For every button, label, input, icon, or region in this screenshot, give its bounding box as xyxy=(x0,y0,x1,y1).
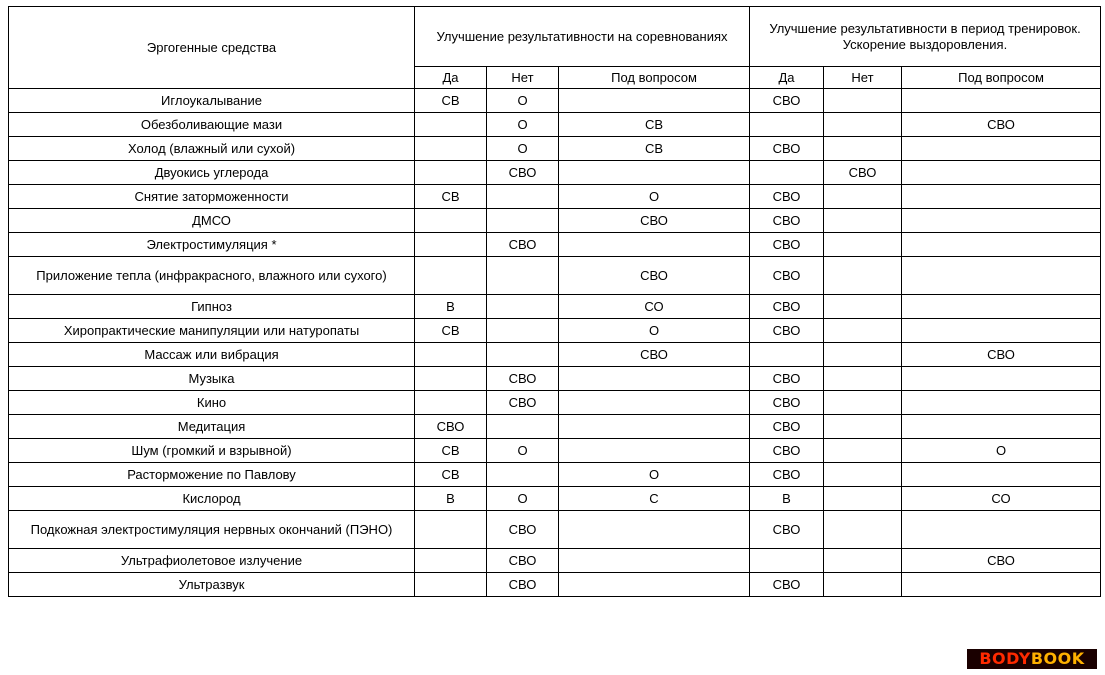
rating-cell: СВ xyxy=(559,113,750,137)
rating-cell xyxy=(902,257,1101,295)
rating-cell xyxy=(824,391,902,415)
rating-cell xyxy=(902,391,1101,415)
rating-cell: СВО xyxy=(750,295,824,319)
rating-cell xyxy=(415,257,487,295)
training-yes-header: Да xyxy=(750,67,824,89)
rating-cell xyxy=(824,319,902,343)
rating-cell: СВО xyxy=(750,185,824,209)
table-row xyxy=(9,415,1101,439)
rating-cell xyxy=(415,113,487,137)
table-row xyxy=(9,343,1101,367)
agent-name-cell: Массаж или вибрация xyxy=(9,343,415,367)
rating-cell xyxy=(750,161,824,185)
rating-cell: СВО xyxy=(487,367,559,391)
rating-cell: В xyxy=(750,487,824,511)
table-row xyxy=(9,233,1101,257)
rating-cell: СВО xyxy=(750,511,824,549)
rating-cell xyxy=(415,343,487,367)
rating-cell: СВО xyxy=(415,415,487,439)
rating-cell xyxy=(750,343,824,367)
rating-cell: СВО xyxy=(750,319,824,343)
rating-cell xyxy=(487,185,559,209)
rating-cell xyxy=(824,233,902,257)
agent-name-cell: Хиропрактические манипуляции или натуропаты xyxy=(9,319,415,343)
table-row xyxy=(9,209,1101,233)
agent-name-cell: Подкожная электростимуляция нервных окончаний (ПЭНО) xyxy=(9,511,415,549)
rating-cell xyxy=(559,549,750,573)
rating-cell xyxy=(824,573,902,597)
rating-cell: СВО xyxy=(487,233,559,257)
rating-cell xyxy=(824,185,902,209)
table-row xyxy=(9,511,1101,549)
rating-cell xyxy=(487,295,559,319)
training-no-header: Нет xyxy=(824,67,902,89)
rating-cell xyxy=(415,137,487,161)
competition-group-header: Улучшение результативности на соревнованиях xyxy=(415,7,750,67)
rating-cell: СВО xyxy=(750,233,824,257)
rating-cell xyxy=(902,89,1101,113)
rating-cell xyxy=(415,367,487,391)
rating-cell: СВО xyxy=(750,415,824,439)
rating-cell: СВ xyxy=(415,185,487,209)
rating-cell: О xyxy=(559,185,750,209)
rating-cell xyxy=(415,209,487,233)
rating-cell xyxy=(750,113,824,137)
table-row xyxy=(9,549,1101,573)
rating-cell xyxy=(415,549,487,573)
rating-cell: СВО xyxy=(824,161,902,185)
rating-cell: СВ xyxy=(559,137,750,161)
rating-cell: СВО xyxy=(487,391,559,415)
table-row xyxy=(9,295,1101,319)
agent-name-cell: ДМСО xyxy=(9,209,415,233)
table-row xyxy=(9,89,1101,113)
rating-cell xyxy=(559,439,750,463)
rating-cell: СВО xyxy=(902,113,1101,137)
rating-cell xyxy=(559,367,750,391)
rating-cell xyxy=(824,367,902,391)
agent-name-cell: Обезболивающие мази xyxy=(9,113,415,137)
rating-cell: СВО xyxy=(559,209,750,233)
agent-name-cell: Кислород xyxy=(9,487,415,511)
training-questionable-header: Под вопросом xyxy=(902,67,1101,89)
rating-cell: О xyxy=(487,137,559,161)
rating-cell xyxy=(824,511,902,549)
table-row xyxy=(9,391,1101,415)
table-row xyxy=(9,463,1101,487)
rating-cell: СО xyxy=(559,295,750,319)
agent-name-cell: Иглоукалывание xyxy=(9,89,415,113)
rating-cell xyxy=(415,161,487,185)
agent-name-cell: Ультрафиолетовое излучение xyxy=(9,549,415,573)
rating-cell: СВ xyxy=(415,439,487,463)
agent-name-cell: Музыка xyxy=(9,367,415,391)
competition-no-header: Нет xyxy=(487,67,559,89)
rating-cell xyxy=(824,137,902,161)
rating-cell xyxy=(824,463,902,487)
rating-cell: СВО xyxy=(750,463,824,487)
rating-cell xyxy=(902,233,1101,257)
rating-cell: В xyxy=(415,487,487,511)
rating-cell: СВО xyxy=(750,573,824,597)
rating-cell xyxy=(415,511,487,549)
table-row xyxy=(9,137,1101,161)
rating-cell xyxy=(902,185,1101,209)
rating-cell xyxy=(487,463,559,487)
rating-cell xyxy=(559,511,750,549)
rating-cell: СВО xyxy=(487,573,559,597)
rating-cell xyxy=(559,391,750,415)
training-group-header: Улучшение результативности в период тренировок. Ускорение выздоровления. xyxy=(750,7,1101,67)
agent-name-cell: Кино xyxy=(9,391,415,415)
agent-name-cell: Шум (громкий и взрывной) xyxy=(9,439,415,463)
table-row xyxy=(9,487,1101,511)
rating-cell xyxy=(487,343,559,367)
table-row xyxy=(9,319,1101,343)
table-row xyxy=(9,439,1101,463)
rating-cell xyxy=(902,511,1101,549)
rating-cell: О xyxy=(559,463,750,487)
table-row xyxy=(9,161,1101,185)
rating-cell: О xyxy=(487,89,559,113)
agent-name-cell: Ультразвук xyxy=(9,573,415,597)
agent-column-header: Эргогенные средства xyxy=(9,7,415,89)
agent-name-cell: Двуокись углерода xyxy=(9,161,415,185)
rating-cell: О xyxy=(487,113,559,137)
rating-cell: СВ xyxy=(415,463,487,487)
rating-cell: О xyxy=(487,487,559,511)
rating-cell: СВ xyxy=(415,319,487,343)
table-row xyxy=(9,257,1101,295)
rating-cell: СВО xyxy=(559,257,750,295)
rating-cell: СВО xyxy=(750,439,824,463)
rating-cell: СВ xyxy=(415,89,487,113)
rating-cell xyxy=(902,319,1101,343)
rating-cell: СВО xyxy=(750,137,824,161)
rating-cell xyxy=(824,113,902,137)
competition-questionable-header: Под вопросом xyxy=(559,67,750,89)
rating-cell xyxy=(902,463,1101,487)
rating-cell: СВО xyxy=(487,549,559,573)
rating-cell: СВО xyxy=(750,209,824,233)
agent-name-cell: Электростимуляция * xyxy=(9,233,415,257)
rating-cell xyxy=(487,209,559,233)
rating-cell: СВО xyxy=(750,257,824,295)
rating-cell xyxy=(902,161,1101,185)
rating-cell xyxy=(824,257,902,295)
rating-cell xyxy=(824,343,902,367)
rating-cell: СВО xyxy=(487,511,559,549)
rating-cell xyxy=(559,89,750,113)
rating-cell xyxy=(824,295,902,319)
rating-cell xyxy=(824,209,902,233)
rating-cell: СВО xyxy=(750,367,824,391)
rating-cell xyxy=(902,367,1101,391)
rating-cell: О xyxy=(487,439,559,463)
agent-name-cell: Снятие заторможенности xyxy=(9,185,415,209)
rating-cell xyxy=(487,319,559,343)
rating-cell: СВО xyxy=(487,161,559,185)
rating-cell: В xyxy=(415,295,487,319)
rating-cell xyxy=(902,137,1101,161)
table-row xyxy=(9,185,1101,209)
rating-cell: СВО xyxy=(750,391,824,415)
rating-cell xyxy=(559,233,750,257)
agent-name-cell: Медитация xyxy=(9,415,415,439)
agent-name-cell: Холод (влажный или сухой) xyxy=(9,137,415,161)
rating-cell xyxy=(415,573,487,597)
table-body xyxy=(9,89,1101,597)
rating-cell xyxy=(559,573,750,597)
ergogenic-aids-table xyxy=(8,6,1101,597)
rating-cell xyxy=(750,549,824,573)
table-row xyxy=(9,573,1101,597)
rating-cell: С xyxy=(559,487,750,511)
rating-cell xyxy=(902,295,1101,319)
rating-cell: СВО xyxy=(902,549,1101,573)
rating-cell xyxy=(902,415,1101,439)
rating-cell xyxy=(902,573,1101,597)
rating-cell xyxy=(487,415,559,439)
rating-cell xyxy=(415,233,487,257)
rating-cell xyxy=(559,161,750,185)
rating-cell: СО xyxy=(902,487,1101,511)
rating-cell: О xyxy=(559,319,750,343)
rating-cell xyxy=(824,549,902,573)
rating-cell xyxy=(487,257,559,295)
rating-cell xyxy=(559,415,750,439)
rating-cell xyxy=(824,415,902,439)
agent-name-cell: Гипноз xyxy=(9,295,415,319)
table-row xyxy=(9,367,1101,391)
rating-cell: СВО xyxy=(750,89,824,113)
rating-cell xyxy=(824,89,902,113)
table-row xyxy=(9,113,1101,137)
agent-name-cell: Расторможение по Павлову xyxy=(9,463,415,487)
rating-cell xyxy=(824,487,902,511)
rating-cell xyxy=(415,391,487,415)
competition-yes-header: Да xyxy=(415,67,487,89)
rating-cell: СВО xyxy=(559,343,750,367)
rating-cell xyxy=(824,439,902,463)
rating-cell: О xyxy=(902,439,1101,463)
rating-cell: СВО xyxy=(902,343,1101,367)
rating-cell xyxy=(902,209,1101,233)
bodybook-logo: BODYBOOK xyxy=(967,649,1097,669)
agent-name-cell: Приложение тепла (инфракрасного, влажного или сухого) xyxy=(9,257,415,295)
